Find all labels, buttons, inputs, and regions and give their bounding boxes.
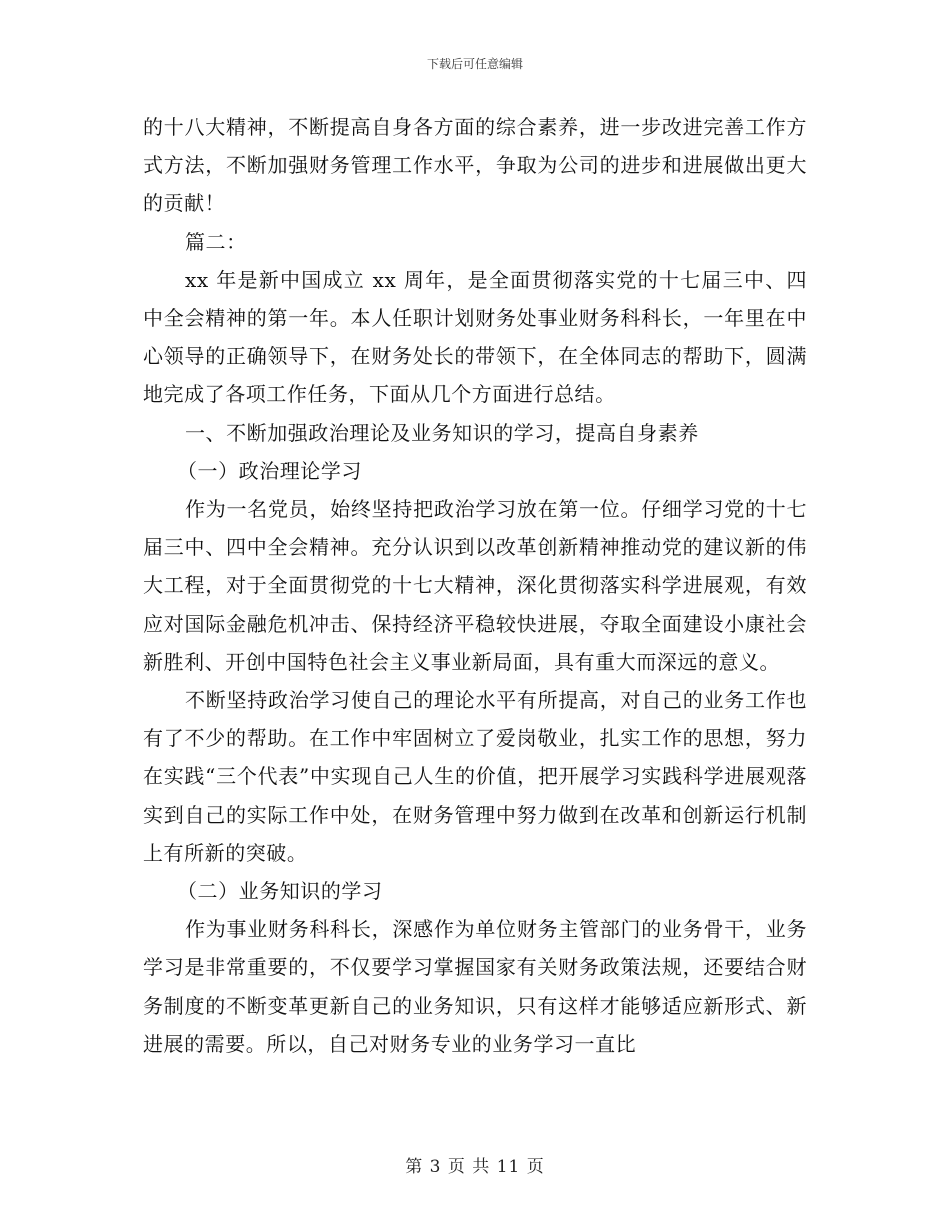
subsection-heading-business-knowledge: （二）业务知识的学习	[177, 879, 383, 904]
paragraph-political-benefit: 不断坚持政治学习使自己的理论水平有所提高，对自己的业务工作也有了不少的帮助。在工作中牢固树立了爱岗敬业，扎实工作的思想，努力在实践“三个代表”中实现自己人生的价值，把开展学习实践科学进展观落实到自己的实际工作中处，在财务管理中努力做到在改革和创新运行机制上有所新的突破。	[143, 688, 807, 865]
paragraph-intro: xx 年是新中国成立 xx 周年，是全面贯彻落实党的十七届三中、四中全会精神的第一年。本人任职计划财务处事业财务科科长，一年里在中心领导的正确领导下，在财务处长的带领下，在全体同志的帮助下，圆满地完成了各项工作任务，下面从几个方面进行总结。	[143, 267, 807, 407]
paragraph-business-study: 作为事业财务科科长，深感作为单位财务主管部门的业务骨干，业务学习是非常重要的，不仅要学习掌握国家有关财务政策法规，还要结合财务制度的不断变革更新自己的业务知识，只有这样才能够适应新形式、新进展的需要。所以，自己对财务专业的业务学习一直比	[143, 917, 807, 1056]
section-heading-one: 一、不断加强政治理论及业务知识的学习，提高自身素养	[185, 420, 699, 445]
page-number-footer: 第 3 页 共 11 页	[405, 1157, 545, 1177]
document-body	[143, 108, 807, 1063]
paragraph-political-study: 作为一名党员，始终坚持把政治学习放在第一位。仔细学习党的十七届三中、四中全会精神。充分认识到以改革创新精神推动党的建议新的伟大工程，对于全面贯彻党的十七大精神，深化贯彻落实科学进展观，有效应对国际金融危机冲击、保持经济平稳较快进展，夺取全面建设小康社会新胜利、开创中国特色社会主义事业新局面，具有重大而深远的意义。	[143, 497, 807, 674]
page-header-note: 下载后可任意编辑	[426, 57, 523, 71]
section-heading-part-two: 篇二：	[185, 229, 247, 254]
subsection-heading-political-theory: （一）政治理论学习	[177, 458, 362, 483]
paragraph-continuation: 的十八大精神，不断提高自身各方面的综合素养，进一步改进完善工作方式方法，不断加强财务管理工作水平，争取为公司的进步和进展做出更大的贡献！	[143, 115, 807, 216]
